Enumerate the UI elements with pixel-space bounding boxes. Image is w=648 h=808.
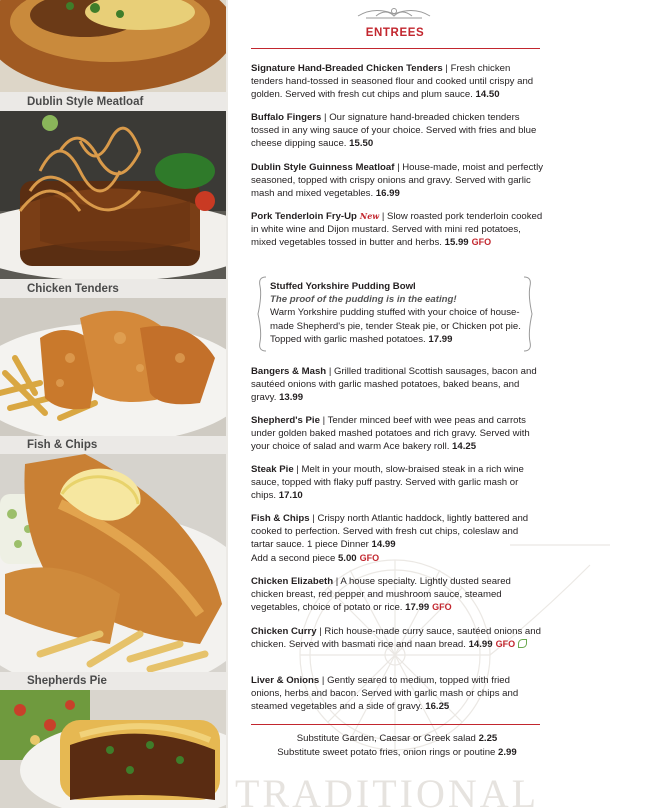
item-name: Liver & Onions (251, 675, 320, 686)
substitution-line (251, 732, 543, 746)
item-name: Signature Hand-Breaded Chicken Tenders (251, 63, 443, 74)
photo-caption-chicken-tenders: Chicken Tenders (0, 280, 226, 298)
substitution-text: Substitute Garden, Caesar or Greek salad (296, 733, 476, 744)
gfo-badge: GFO (432, 602, 452, 613)
item-name: Steak Pie (251, 464, 294, 475)
featured-name: Stuffed Yorkshire Pudding Bowl (270, 281, 416, 292)
substitution-line (251, 746, 543, 760)
shepherds-pie-photo (0, 690, 226, 808)
item-description: Fresh chicken tenders hand-tossed in seasoned flour and cooked until crispy and golden. Served with fresh cut chips and plum sauce. (251, 63, 534, 101)
item-price: 14.25 (452, 441, 477, 453)
item-description: Melt in your mouth, slow-braised steak in a rich wine sauce, topped with flaky puff pastry. Served with garlic mash or chips. (251, 464, 524, 502)
yorkshire-pudding-photo (0, 0, 226, 92)
item-price: 16.25 (425, 701, 450, 713)
item-price: 17.10 (278, 490, 303, 502)
item-addon-price: 5.00 (337, 552, 357, 564)
item-name: Chicken Elizabeth (251, 576, 334, 587)
featured-item-box (256, 276, 534, 352)
item-price: 15.50 (349, 138, 374, 150)
gfo-badge: GFO (471, 237, 492, 248)
fish-and-chips-photo (0, 454, 226, 672)
menu-item: Liver & Onions | Gently seared to medium, topped with fried onions, herbs and bacon. Served with garlic mash or chips and steamed vegetables and a side of gravy. 16.25 (251, 675, 519, 713)
photo-column (0, 0, 228, 808)
menu-item: Chicken Elizabeth | A house specialty. Lightly dusted seared chicken breast, red pepper and mushroom sauce, steamed vegetables, choice of potato or rice. 17.99 GFO (251, 576, 511, 614)
item-description: Slow roasted pork tenderloin cooked in white wine and Dijon mustard. Served with mini red potatoes, mixed vegetables tossed in butter and herbs. (251, 211, 543, 249)
section-title: ENTREES (365, 27, 425, 39)
bracket-left (256, 276, 268, 352)
menu-item: Chicken Curry | Rich house-made curry sauce, sautéed onions and chicken. Served with basmati rice and naan bread. 14.99 GFO (251, 626, 541, 651)
item-description: A house specialty. Lightly dusted seared chicken breast, red pepper and mushroom sauce, steamed vegetables, choice of potato or rice. (251, 576, 511, 614)
substitution-price: 2.25 (478, 733, 498, 744)
item-description: Rich house-made curry sauce, sautéed onions and chicken. Served with basmati rice and naan bread. (251, 626, 541, 651)
substitution-price: 2.99 (498, 747, 517, 758)
section-rule-top (251, 48, 540, 49)
menu-item: Buffalo Fingers | Our signature hand-breaded chicken tenders tossed in any wing sauce of your choice. Served with fries and blue cheese dipping sauce. 15.50 (251, 112, 537, 150)
flourish-ornament (356, 4, 432, 22)
item-name: Buffalo Fingers (251, 112, 322, 123)
item-price: 15.99 (444, 237, 469, 249)
item-description: Gently seared to medium, topped with fried onions, herbs and bacon. Served with garlic mash or chips and steamed vegetables and a side of gravy. (251, 675, 519, 713)
section-rule-bottom (251, 724, 540, 725)
item-addon: Add a second piece (251, 552, 336, 564)
menu-item: Signature Hand-Breaded Chicken Tenders | Fresh chicken tenders hand-tossed in seasoned flour and cooked until crispy and golden. Served with fresh cut chips and plum sauce. 14.50 (251, 63, 534, 101)
menu-item: Dublin Style Guinness Meatloaf | House-made, moist and perfectly seasoned, topped with crispy onions and gravy. Served with garlic mash and mixed vegetables. 16.99 (251, 162, 544, 200)
item-variant: 1 piece Dinner (307, 539, 369, 551)
meatloaf-photo (0, 111, 226, 279)
substitution-text: Substitute sweet potato fries, onion rings or poutine (277, 747, 496, 758)
item-price: 14.50 (475, 89, 500, 101)
photo-caption-shepherds-pie: Shepherds Pie (0, 672, 226, 690)
photo-caption-meatloaf: Dublin Style Meatloaf (0, 93, 226, 111)
item-price: 17.99 (405, 602, 430, 614)
item-description: House-made, moist and perfectly seasoned, topped with crispy onions and gravy. Served with garlic mash and mixed vegetables. (251, 162, 544, 200)
featured-description: Warm Yorkshire pudding stuffed with your choice of house-made Shepherd's pie, tender Steak pie, or Chicken pot pie. Topped with garlic mashed potatoes. (270, 307, 521, 345)
item-description: Our signature hand-breaded chicken tenders tossed in any wing sauce of your choice. Served with fries and blue cheese dipping sauce. (251, 112, 537, 150)
item-description: Grilled traditional Scottish sausages, bacon and sautéed onions with garlic mashed potatoes, baked beans, and gravy. (251, 366, 537, 404)
vegetarian-leaf-icon (518, 639, 527, 648)
menu-item: Pork Tenderloin Fry-Up New | Slow roasted pork tenderloin cooked in white wine and Dijon mustard. Served with mini red potatoes, mixed vegetables tossed in butter and herbs. 15.99 GFO (251, 211, 543, 249)
photo-caption-fish-chips: Fish & Chips (0, 436, 226, 454)
menu-item: Fish & Chips | Crispy north Atlantic haddock, lightly battered and cooked to perfection. Served with fresh cut chips, coleslaw and tartar sauce. 1 piece Dinner 14.99 Add a second piece 5.00 GFO (251, 513, 529, 564)
gfo-badge: GFO (359, 552, 380, 563)
item-name: Fish & Chips (251, 513, 310, 524)
menu-item: Steak Pie | Melt in your mouth, slow-braised steak in a rich wine sauce, topped with flaky puff pastry. Served with garlic mash or chips. 17.10 (251, 464, 524, 502)
item-name: Shepherd's Pie (251, 415, 320, 426)
item-price: 14.99 (468, 639, 493, 651)
item-price: 16.99 (375, 188, 400, 200)
item-price: 13.99 (279, 392, 304, 404)
new-badge: New (359, 211, 380, 221)
item-price: 14.99 (371, 539, 396, 551)
item-name: Dublin Style Guinness Meatloaf (251, 162, 395, 173)
item-description: Crispy north Atlantic haddock, lightly battered and cooked to perfection. Served with fresh cut chips, coleslaw and tartar sauce. (251, 513, 529, 551)
item-name: Bangers & Mash (251, 366, 327, 377)
featured-tagline: The proof of the pudding is in the eating! (270, 294, 457, 306)
item-name: Chicken Curry (251, 626, 317, 637)
substitutions (251, 732, 543, 760)
watermark-text: TRADITIONAL (235, 771, 540, 808)
item-description: Tender minced beef with wee peas and carrots under golden baked mashed potatoes and rich gravy. Served with your choice of salad and warm Ace bakery roll. (251, 415, 530, 453)
menu-item: Shepherd's Pie | Tender minced beef with wee peas and carrots under golden baked mashed potatoes and rich gravy. Served with your choice of salad and warm Ace bakery roll. 14.25 (251, 415, 530, 453)
gfo-badge: GFO (495, 639, 516, 650)
featured-price: 17.99 (428, 333, 453, 345)
menu-item: Bangers & Mash | Grilled traditional Scottish sausages, bacon and sautéed onions with garlic mashed potatoes, baked beans, and gravy. 13.99 (251, 366, 537, 404)
item-name: Pork Tenderloin Fry-Up (251, 211, 357, 222)
chicken-tenders-photo (0, 298, 226, 436)
